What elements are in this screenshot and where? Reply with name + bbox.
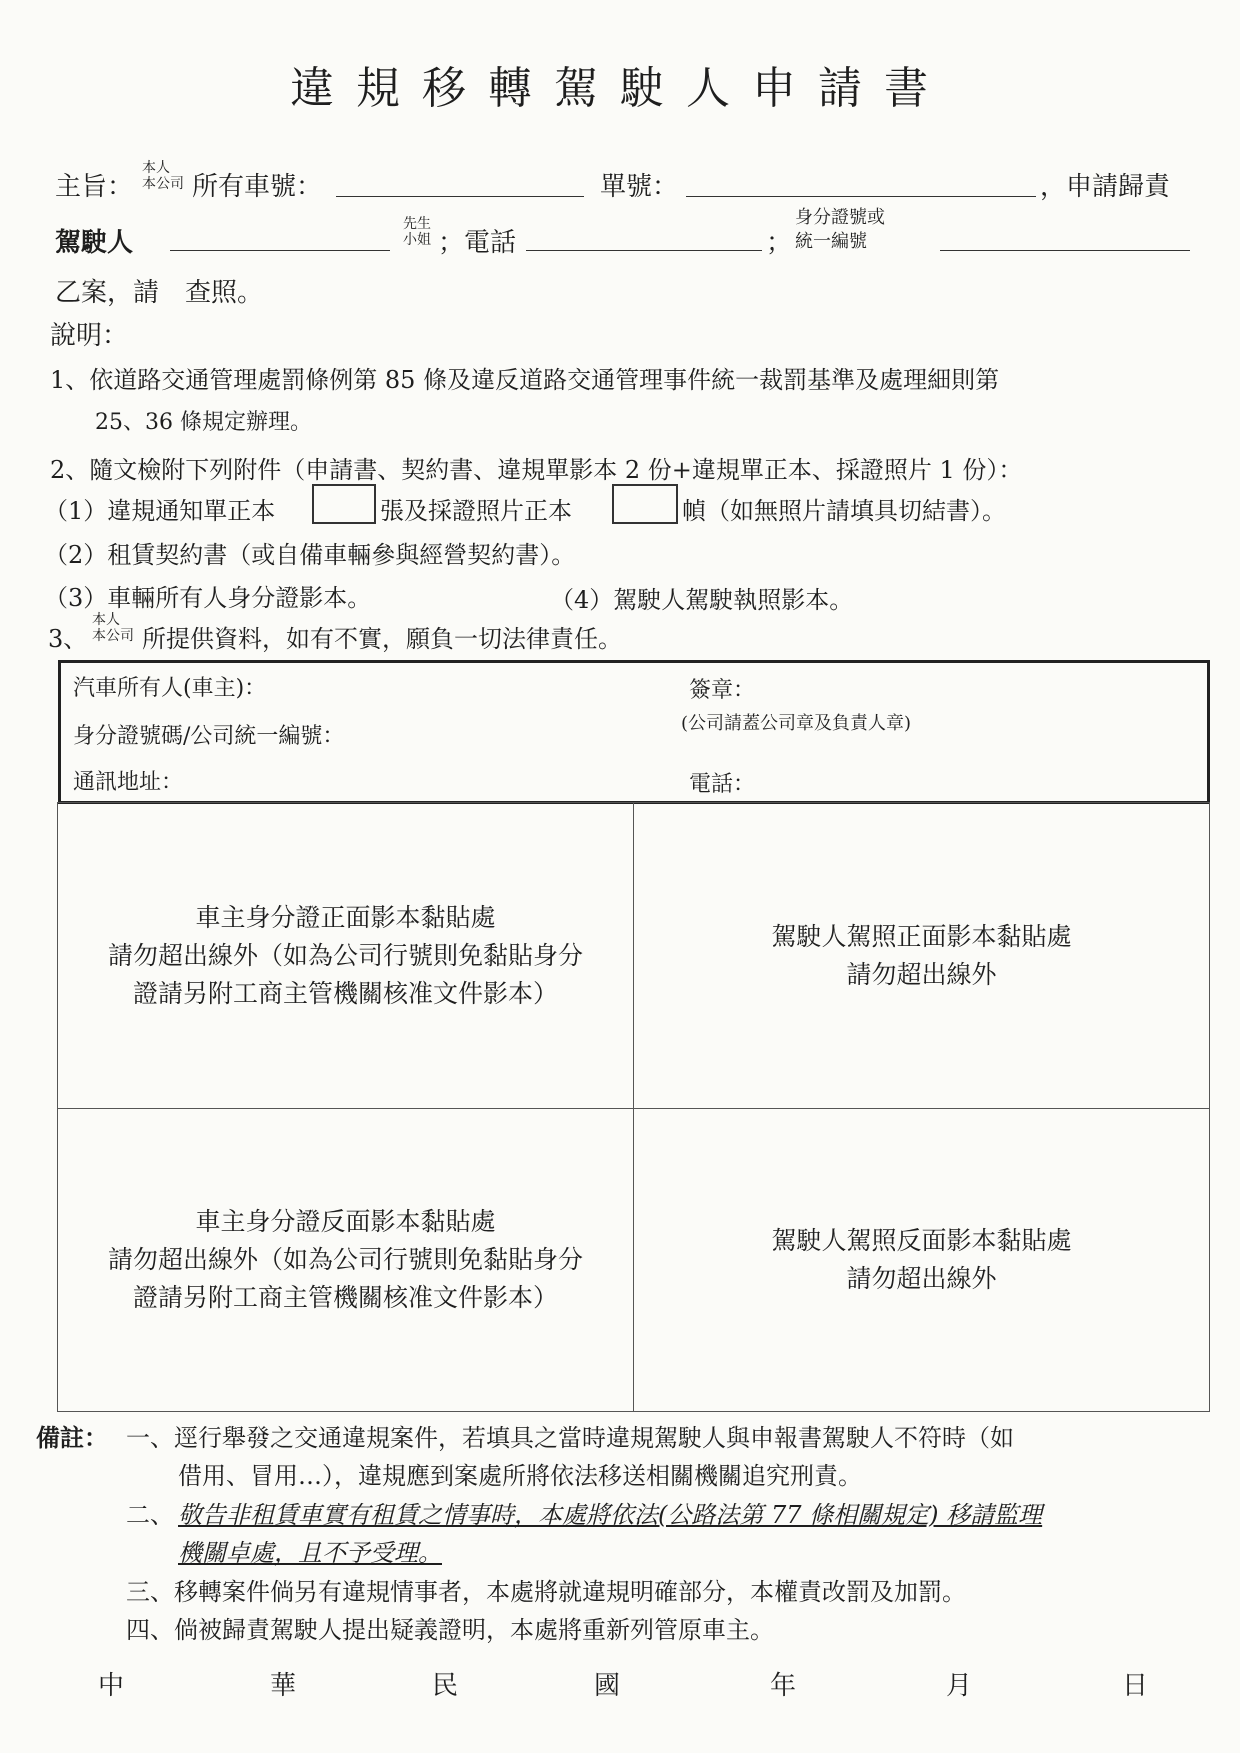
item-3-party-stack xyxy=(92,612,134,644)
date-char-1: 中 xyxy=(98,1671,125,1701)
ticket-number-label: 單號： xyxy=(600,172,679,202)
gender-ms: 小姐 xyxy=(403,232,431,248)
note-1-line-b: 借用、冒用…），違規應到案處所將依法移送相關機關追究刑責。 xyxy=(178,1462,862,1490)
stack-self: 本人 xyxy=(142,160,170,176)
item-3-self: 本人 xyxy=(92,612,120,628)
explanation-label: 說明： xyxy=(50,321,129,351)
car-number-field[interactable] xyxy=(336,196,584,197)
owner-back-note-1: 請勿超出線外（如為公司行號則免黏貼身分 xyxy=(107,1245,583,1274)
item-2: 2、隨文檢附下列附件（申請書、契約書、違規單影本 2 份+違規單正本、採證照片 1 份）： xyxy=(50,456,1023,484)
id-label-stack xyxy=(795,206,885,254)
notice-count-box[interactable] xyxy=(312,484,376,524)
sub-2: （2）租賃契約書（或自備車輛參與經營契約書）。 xyxy=(44,541,576,569)
sub-1-b: 張及採證照片正本 xyxy=(380,497,572,525)
owner-address-label: 通訊地址： xyxy=(73,770,184,795)
gender-stack xyxy=(403,216,431,248)
id-label-top: 身分證號或 xyxy=(795,207,885,228)
item-3-number: 3、 xyxy=(48,625,88,653)
item-1-line-a: 1、依道路交通管理處罰條例第 85 條及違反道路交通管理事件統一裁罰基準及處理細則第 xyxy=(50,366,1000,394)
id-paste-grid xyxy=(57,802,1210,1412)
photo-count-box[interactable] xyxy=(612,484,678,524)
item-3-text: 所提供資料，如有不實，願負一切法律責任。 xyxy=(142,625,622,653)
note-4: 四、倘被歸責駕駛人提出疑義證明，本處將重新列管原車主。 xyxy=(126,1616,774,1644)
driver-back-note: 請勿超出線外 xyxy=(846,1264,997,1293)
driver-label: 駕駛人 xyxy=(55,228,134,258)
car-number-label: 所有車號： xyxy=(192,172,323,202)
owner-id-label: 身分證號碼/公司統一編號： xyxy=(73,724,345,749)
day-label: 日 xyxy=(1122,1671,1149,1701)
stack-company: 本公司 xyxy=(142,176,184,192)
date-char-3: 民 xyxy=(432,1671,459,1701)
ticket-number-field[interactable] xyxy=(686,196,1036,197)
owner-phone-label: 電話： xyxy=(689,772,756,797)
apply-text: ，申請歸責 xyxy=(1040,172,1171,202)
subject-label: 主旨： xyxy=(55,172,134,202)
date-char-2: 華 xyxy=(270,1671,297,1701)
driver-front-note: 請勿超出線外 xyxy=(846,959,997,989)
driver-front-title: 駕駛人駕照正面影本黏貼處 xyxy=(771,921,1072,951)
owner-back-note-2: 證請另附工商主管機關核准文件影本） xyxy=(132,1283,558,1312)
sub-1-c: 幀（如無照片請填具切結書）。 xyxy=(682,497,1006,525)
note-3: 三、移轉案件倘另有違規情事者，本處將就違規明確部分，本權責改罰及加罰。 xyxy=(126,1578,966,1606)
id-label-bottom: 統一編號 xyxy=(795,231,867,252)
note-2-line-b: 機關卓處，且不予受理。 xyxy=(178,1539,442,1567)
notes-label: 備註： xyxy=(36,1423,108,1452)
sign-note: (公司請蓋公司章及負責人章) xyxy=(681,713,912,734)
subject-party-stack xyxy=(142,160,184,192)
month-label: 月 xyxy=(946,1671,973,1701)
sign-label: 簽章： xyxy=(689,678,756,703)
driver-back-title: 駕駛人駕照反面影本黏貼處 xyxy=(771,1226,1072,1255)
gender-mr: 先生 xyxy=(403,216,431,232)
note-2-line-a: 敬告非租賃車實有租賃之情事時，本處將依法(公路法第 77 條相關規定) 移請監理 xyxy=(178,1501,1043,1529)
driver-license-back-area xyxy=(634,1109,1209,1411)
owner-id-back-area xyxy=(58,1109,633,1411)
phone-label: ；電話 xyxy=(438,228,517,258)
owner-info-box xyxy=(58,660,1210,804)
sub-3: （3）車輛所有人身分證影本。 xyxy=(44,584,372,612)
note-2-number: 二、 xyxy=(126,1501,174,1529)
driver-name-field[interactable] xyxy=(170,250,390,251)
owner-front-note-1: 請勿超出線外（如為公司行號則免黏貼身分 xyxy=(107,940,583,970)
sub-4: （4）駕駛人駕駛執照影本。 xyxy=(550,586,854,614)
year-label: 年 xyxy=(770,1671,797,1701)
owner-label: 汽車所有人(車主)： xyxy=(73,676,267,701)
item-3-company: 本公司 xyxy=(92,628,134,644)
owner-front-note-2: 證請另附工商主管機關核准文件影本） xyxy=(132,978,558,1008)
semicolon: ； xyxy=(766,228,793,258)
sub-1-a: （1）違規通知單正本 xyxy=(44,497,276,525)
driver-id-field[interactable] xyxy=(940,250,1190,251)
owner-id-front-area xyxy=(58,803,633,1108)
driver-phone-field[interactable] xyxy=(526,250,762,251)
date-char-4: 國 xyxy=(594,1671,621,1701)
item-1-line-b: 25、36 條規定辦理。 xyxy=(95,410,312,435)
owner-back-title: 車主身分證反面影本黏貼處 xyxy=(195,1207,496,1236)
owner-front-title: 車主身分證正面影本黏貼處 xyxy=(195,902,496,932)
driver-license-front-area xyxy=(634,803,1209,1108)
case-line: 乙案，請 查照。 xyxy=(55,278,264,308)
note-1-line-a: 一、逕行舉發之交通違規案件，若填具之當時違規駕駛人與申報書駕駛人不符時（如 xyxy=(126,1424,1014,1452)
document-title: 違規移轉駕駛人申請書 xyxy=(290,63,950,114)
